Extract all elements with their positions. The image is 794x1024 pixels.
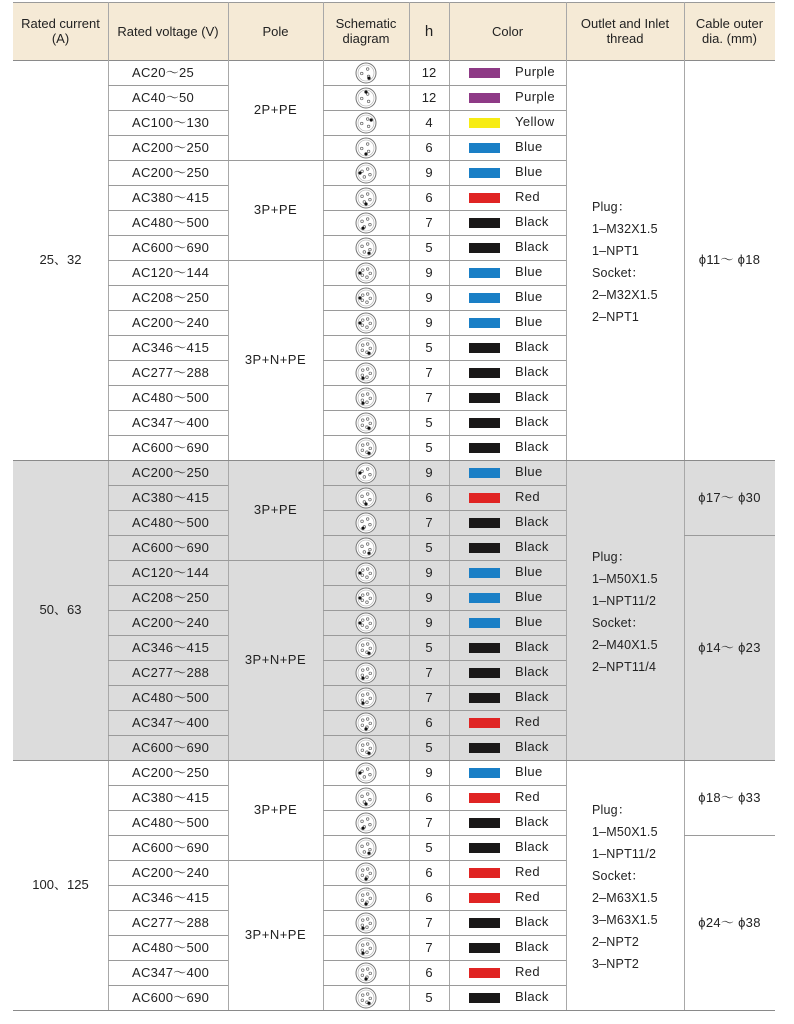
thread-spec-line: 1–M32X1.5 — [592, 222, 658, 236]
rated-voltage-cell: AC100～130 — [132, 114, 210, 130]
rated-voltage-cell: AC208～250 — [132, 289, 210, 305]
color-name: Black — [515, 989, 549, 1004]
color-name: Blue — [515, 264, 543, 279]
socket-pin-diagram-icon — [355, 612, 377, 634]
color-name: Yellow — [515, 114, 555, 129]
socket-pin-diagram-icon — [355, 762, 377, 784]
color-swatch — [469, 893, 500, 903]
socket-pin-diagram-icon — [355, 937, 377, 959]
thread-spec-line: 2–NPT11/4 — [592, 660, 657, 674]
color-name: Purple — [515, 89, 555, 104]
rated-voltage-cell: AC277～288 — [132, 914, 210, 930]
h-value-cell: 5 — [425, 414, 433, 430]
thread-spec-line: Plug： — [592, 550, 631, 564]
rated-voltage-cell: AC346～415 — [132, 639, 210, 655]
column-divider — [323, 2, 324, 1010]
h-value-cell: 5 — [425, 639, 433, 655]
rated-voltage-cell: AC600～690 — [132, 839, 210, 855]
color-name: Red — [515, 714, 541, 729]
h-value-cell: 5 — [425, 239, 433, 255]
socket-pin-diagram-icon — [355, 712, 377, 734]
thread-spec-line: Socket： — [592, 616, 645, 630]
color-swatch — [469, 418, 500, 428]
color-name: Red — [515, 964, 541, 979]
socket-pin-diagram-icon — [355, 412, 377, 434]
thread-spec-line: 1–NPT11/2 — [592, 594, 657, 608]
socket-pin-diagram-icon — [355, 112, 377, 134]
thread-spec-line: Plug： — [592, 200, 631, 214]
thread-spec-line: 1–M50X1.5 — [592, 825, 658, 839]
h-value-cell: 7 — [425, 214, 433, 230]
header-pole: Pole — [262, 23, 289, 39]
color-swatch — [469, 518, 500, 528]
rated-voltage-cell: AC208～250 — [132, 589, 210, 605]
h-value-cell: 7 — [425, 514, 433, 530]
rated-current-cell: 100、125 — [32, 877, 89, 892]
color-name: Red — [515, 189, 541, 204]
socket-pin-diagram-icon — [355, 862, 377, 884]
thread-spec-line: 2–M40X1.5 — [592, 638, 658, 652]
color-name: Black — [515, 839, 549, 854]
rated-voltage-cell: AC480～500 — [132, 514, 210, 530]
thread-spec-line: 2–M32X1.5 — [592, 288, 658, 302]
socket-pin-diagram-icon — [355, 337, 377, 359]
color-swatch — [469, 243, 500, 253]
socket-pin-diagram-icon — [355, 212, 377, 234]
rated-voltage-cell: AC346～415 — [132, 889, 210, 905]
thread-spec-line: 2–NPT1 — [592, 310, 640, 324]
h-value-cell: 6 — [425, 189, 433, 205]
color-swatch — [469, 693, 500, 703]
h-value-cell: 12 — [421, 64, 437, 80]
pole-cell: 3P+PE — [253, 202, 298, 217]
color-swatch — [469, 218, 500, 228]
h-value-cell: 7 — [425, 939, 433, 955]
color-name: Black — [515, 639, 549, 654]
socket-pin-diagram-icon — [355, 312, 377, 334]
color-name: Black — [515, 439, 549, 454]
rated-voltage-cell: AC347～400 — [132, 414, 210, 430]
color-swatch — [469, 993, 500, 1003]
color-name: Blue — [515, 314, 543, 329]
rated-voltage-cell: AC480～500 — [132, 689, 210, 705]
product-spec-table — [13, 2, 775, 1014]
socket-pin-diagram-icon — [355, 637, 377, 659]
h-value-cell: 9 — [425, 164, 433, 180]
rated-voltage-cell: AC380～415 — [132, 789, 210, 805]
rated-voltage-cell: AC480～500 — [132, 389, 210, 405]
color-swatch — [469, 843, 500, 853]
header-cable-dia: Cable outer dia. (mm) — [695, 16, 764, 46]
color-swatch — [469, 568, 500, 578]
pole-cell: 3P+N+PE — [244, 652, 307, 667]
color-swatch — [469, 918, 500, 928]
color-swatch — [469, 793, 500, 803]
thread-spec-cell — [592, 196, 658, 328]
pole-cell: 3P+PE — [253, 502, 298, 517]
h-value-cell: 5 — [425, 989, 433, 1005]
color-swatch — [469, 68, 500, 78]
rated-voltage-cell: AC20～25 — [132, 64, 195, 80]
socket-pin-diagram-icon — [355, 587, 377, 609]
color-name: Black — [515, 664, 549, 679]
rated-voltage-cell: AC600～690 — [132, 239, 210, 255]
socket-pin-diagram-icon — [355, 512, 377, 534]
thread-spec-line: Socket： — [592, 869, 645, 883]
h-value-cell: 5 — [425, 839, 433, 855]
h-value-cell: 5 — [425, 339, 433, 355]
socket-pin-diagram-icon — [355, 162, 377, 184]
color-swatch — [469, 593, 500, 603]
cable-dia-cell: ϕ11～ ϕ18 — [698, 252, 761, 267]
cable-dia-cell: ϕ24～ ϕ38 — [698, 914, 761, 930]
h-value-cell: 6 — [425, 489, 433, 505]
color-name: Blue — [515, 139, 543, 154]
socket-pin-diagram-icon — [355, 187, 377, 209]
header-color: Color — [491, 23, 524, 39]
h-value-cell: 9 — [425, 764, 433, 780]
color-name: Black — [515, 814, 549, 829]
color-name: Black — [515, 389, 549, 404]
header-thread: Outlet and Inlet thread — [580, 16, 670, 46]
rated-voltage-cell: AC347～400 — [132, 964, 210, 980]
socket-pin-diagram-icon — [355, 262, 377, 284]
color-name: Purple — [515, 64, 555, 79]
h-value-cell: 7 — [425, 664, 433, 680]
thread-spec-line: 1–NPT1 — [592, 244, 640, 258]
socket-pin-diagram-icon — [355, 537, 377, 559]
socket-pin-diagram-icon — [355, 62, 377, 84]
rated-voltage-cell: AC200～240 — [132, 614, 210, 630]
color-swatch — [469, 118, 500, 128]
thread-spec-line: 2–M63X1.5 — [592, 891, 658, 905]
thread-spec-line: 3–NPT2 — [592, 957, 640, 971]
h-value-cell: 4 — [425, 114, 433, 130]
color-name: Red — [515, 864, 541, 879]
h-value-cell: 6 — [425, 864, 433, 880]
color-name: Blue — [515, 464, 543, 479]
color-swatch — [469, 293, 500, 303]
socket-pin-diagram-icon — [355, 487, 377, 509]
rated-voltage-cell: AC600～690 — [132, 989, 210, 1005]
table-top-rule — [13, 2, 775, 3]
thread-spec-line: 1–M50X1.5 — [592, 572, 658, 586]
rated-voltage-cell: AC346～415 — [132, 339, 210, 355]
socket-pin-diagram-icon — [355, 137, 377, 159]
thread-spec-line: 1–NPT11/2 — [592, 847, 657, 861]
color-swatch — [469, 668, 500, 678]
socket-pin-diagram-icon — [355, 387, 377, 409]
color-name: Red — [515, 889, 541, 904]
rated-voltage-cell: AC480～500 — [132, 814, 210, 830]
h-value-cell: 7 — [425, 389, 433, 405]
color-name: Red — [515, 789, 541, 804]
h-value-cell: 7 — [425, 914, 433, 930]
h-value-cell: 6 — [425, 789, 433, 805]
socket-pin-diagram-icon — [355, 562, 377, 584]
rated-voltage-cell: AC600～690 — [132, 439, 210, 455]
socket-pin-diagram-icon — [355, 662, 377, 684]
cable-dia-cell: ϕ14～ ϕ23 — [698, 639, 761, 655]
socket-pin-diagram-icon — [355, 987, 377, 1009]
color-swatch — [469, 943, 500, 953]
socket-pin-diagram-icon — [355, 912, 377, 934]
color-swatch — [469, 643, 500, 653]
color-swatch — [469, 143, 500, 153]
h-value-cell: 9 — [425, 614, 433, 630]
thread-spec-cell — [592, 799, 658, 975]
color-swatch — [469, 168, 500, 178]
pole-cell: 2P+PE — [253, 102, 298, 117]
color-name: Black — [515, 214, 549, 229]
color-name: Blue — [515, 764, 543, 779]
color-swatch — [469, 393, 500, 403]
rated-voltage-cell: AC120～144 — [132, 564, 210, 580]
color-name: Black — [515, 514, 549, 529]
color-swatch — [469, 968, 500, 978]
cable-dia-cell: ϕ18～ ϕ33 — [698, 789, 761, 805]
rated-voltage-cell: AC480～500 — [132, 939, 210, 955]
color-name: Black — [515, 939, 549, 954]
socket-pin-diagram-icon — [355, 962, 377, 984]
color-swatch — [469, 343, 500, 353]
table-bottom-rule — [13, 1010, 775, 1011]
h-value-cell: 9 — [425, 264, 433, 280]
socket-pin-diagram-icon — [355, 737, 377, 759]
socket-pin-diagram-icon — [355, 287, 377, 309]
socket-pin-diagram-icon — [355, 687, 377, 709]
thread-spec-line: 2–NPT2 — [592, 935, 640, 949]
rated-voltage-cell: AC600～690 — [132, 539, 210, 555]
socket-pin-diagram-icon — [355, 362, 377, 384]
h-value-cell: 7 — [425, 814, 433, 830]
color-swatch — [469, 318, 500, 328]
rated-current-cell: 25、32 — [39, 252, 82, 267]
thread-spec-cell — [592, 546, 658, 678]
cable-dia-cell: ϕ17～ ϕ30 — [698, 489, 761, 505]
color-name: Red — [515, 489, 541, 504]
pole-cell: 3P+N+PE — [244, 927, 307, 942]
h-value-cell: 9 — [425, 464, 433, 480]
color-name: Black — [515, 239, 549, 254]
color-swatch — [469, 493, 500, 503]
socket-pin-diagram-icon — [355, 437, 377, 459]
h-value-cell: 9 — [425, 314, 433, 330]
color-name: Black — [515, 739, 549, 754]
color-name: Blue — [515, 164, 543, 179]
rated-voltage-cell: AC200～250 — [132, 139, 210, 155]
rated-voltage-cell: AC200～250 — [132, 764, 210, 780]
color-swatch — [469, 818, 500, 828]
rated-voltage-cell: AC200～250 — [132, 464, 210, 480]
socket-pin-diagram-icon — [355, 237, 377, 259]
socket-pin-diagram-icon — [355, 787, 377, 809]
color-name: Blue — [515, 614, 543, 629]
color-name: Black — [515, 414, 549, 429]
cable-divider — [684, 835, 775, 836]
h-value-cell: 7 — [425, 364, 433, 380]
color-name: Blue — [515, 289, 543, 304]
socket-pin-diagram-icon — [355, 462, 377, 484]
header-rated-voltage: Rated voltage (V) — [117, 23, 219, 39]
h-value-cell: 6 — [425, 139, 433, 155]
color-swatch — [469, 268, 500, 278]
socket-pin-diagram-icon — [355, 837, 377, 859]
h-value-cell: 9 — [425, 589, 433, 605]
rated-voltage-cell: AC277～288 — [132, 664, 210, 680]
color-swatch — [469, 93, 500, 103]
h-value-cell: 6 — [425, 964, 433, 980]
color-name: Black — [515, 539, 549, 554]
color-swatch — [469, 468, 500, 478]
socket-pin-diagram-icon — [355, 887, 377, 909]
h-value-cell: 5 — [425, 439, 433, 455]
socket-pin-diagram-icon — [355, 812, 377, 834]
rated-voltage-cell: AC600～690 — [132, 739, 210, 755]
pole-cell: 3P+N+PE — [244, 352, 307, 367]
color-name: Black — [515, 689, 549, 704]
h-value-cell: 6 — [425, 714, 433, 730]
rated-current-cell: 50、63 — [39, 602, 82, 617]
rated-voltage-cell: AC200～250 — [132, 164, 210, 180]
header-h: h — [424, 22, 434, 40]
rated-voltage-cell: AC380～415 — [132, 489, 210, 505]
color-name: Blue — [515, 564, 543, 579]
thread-spec-line: 3–M63X1.5 — [592, 913, 658, 927]
color-swatch — [469, 868, 500, 878]
color-swatch — [469, 743, 500, 753]
color-swatch — [469, 618, 500, 628]
rated-voltage-cell: AC347～400 — [132, 714, 210, 730]
rated-voltage-cell: AC480～500 — [132, 214, 210, 230]
color-swatch — [469, 368, 500, 378]
h-value-cell: 5 — [425, 539, 433, 555]
rated-voltage-cell: AC200～240 — [132, 864, 210, 880]
color-name: Black — [515, 364, 549, 379]
color-swatch — [469, 543, 500, 553]
header-schematic-diagram: Schematic diagram — [335, 16, 397, 46]
rated-voltage-cell: AC380～415 — [132, 189, 210, 205]
h-value-cell: 9 — [425, 564, 433, 580]
column-divider — [449, 2, 450, 1010]
h-value-cell: 6 — [425, 889, 433, 905]
socket-pin-diagram-icon — [355, 87, 377, 109]
color-name: Black — [515, 339, 549, 354]
cable-divider — [684, 535, 775, 536]
header-rated-current: Rated current (A) — [21, 16, 100, 46]
h-value-cell: 12 — [421, 89, 437, 105]
thread-spec-line: Socket： — [592, 266, 645, 280]
h-value-cell: 7 — [425, 689, 433, 705]
h-value-cell: 9 — [425, 289, 433, 305]
color-swatch — [469, 443, 500, 453]
rated-voltage-cell: AC40～50 — [132, 89, 195, 105]
color-name: Black — [515, 914, 549, 929]
color-swatch — [469, 193, 500, 203]
h-value-cell: 5 — [425, 739, 433, 755]
color-swatch — [469, 768, 500, 778]
rated-voltage-cell: AC277～288 — [132, 364, 210, 380]
column-divider — [566, 2, 567, 1010]
pole-cell: 3P+PE — [253, 802, 298, 817]
rated-voltage-cell: AC120～144 — [132, 264, 210, 280]
color-swatch — [469, 718, 500, 728]
rated-voltage-cell: AC200～240 — [132, 314, 210, 330]
thread-spec-line: Plug： — [592, 803, 631, 817]
color-name: Blue — [515, 589, 543, 604]
